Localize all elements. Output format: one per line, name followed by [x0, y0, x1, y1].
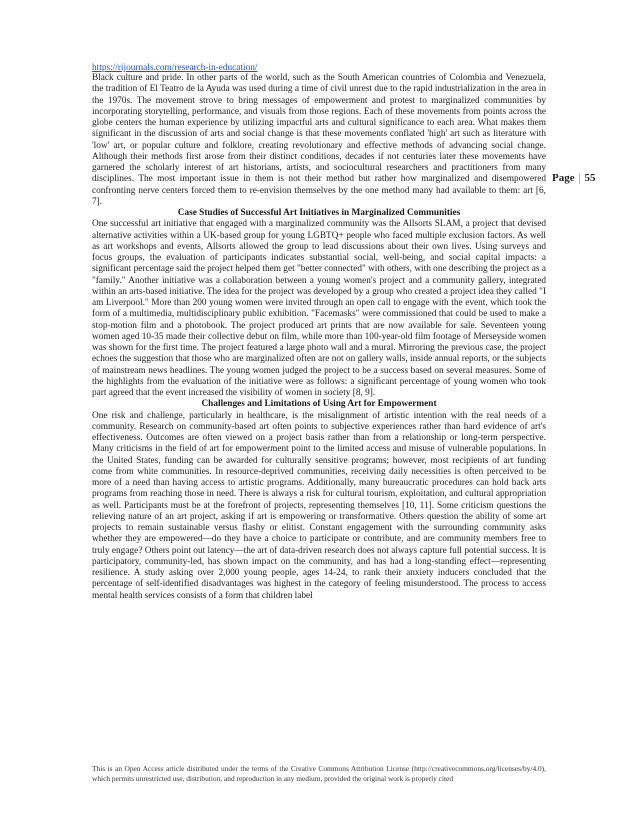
page-number: 55 [584, 172, 596, 184]
page-number-label [552, 172, 596, 184]
page-label-prefix: Page [552, 172, 575, 184]
license-footer: This is an Open Access article distributed under the terms of the Creative Commons Attribution License (http://creativecommons.org/licenses/by/4.0), which permits unrestricted use, distribution, and reproduction in any medium, provided the original work is properly cited [92, 764, 546, 783]
body-paragraph: One risk and challenge, particularly in healthcare, is the misalignment of artistic intention with the real needs of a community. Research on community-based art often points to subjective experiences rather than hard evidence of art's effectiveness. Outcomes are often viewed on a project basis rather than from a relationship or long-term perspective. Many criticisms in the field of art for empowerment point to the limited access and misuse of vulnerable populations. In the United States, funding can be awarded for culturally sensitive programs; however, most recipients of art funding come from white communities. In resource-deprived communities, receiving daily necessities is often perceived to be more of a need than having access to artistic programs. Additionally, many bureaucratic procedures can hold back arts programs from reaching those in need. There is always a risk for cultural tourism, exploitation, and cultural appropriation as well. Participants must be at the forefront of projects, representing themselves [10, 11]. Some criticism questions the relieving nature of an art project, asking if art is empowering or transformative. Others question the ability of some art projects to remain sustainable versus flashy or elitist. Constant engagement with the surrounding community asks whether they are empowered—do they have a choice to participate or contribute, and are community members free to truly engage? Others point out latency—the art of data-driven research does not always capture full potential success. It is participatory, community-led, has shown impact on the community, and has had a long-standing effect—representing resilience. A study asking over 2,000 young people, ages 14-24, to rank their anxiety inducers concluded that the percentage of self-identified disadvantages was highest in the category of feeling misunderstood. The process to access mental health services consists of a form that children label [92, 410, 546, 601]
journal-url-link[interactable]: https://rijournals.com/research-in-education/ [92, 63, 258, 73]
section-heading-case-studies: Case Studies of Successful Art Initiatives in Marginalized Communities [177, 208, 461, 218]
body-paragraph: One successful art initiative that engaged with a marginalized community was the Allsorts SLAM, a project that devised alternative activities within a UK-based group for young LGBTQ+ people who faced multiple exclusion factors. As well as art workshops and events, Allsorts allowed the group to lead discussions about their own lives. Using surveys and focus groups, the evaluation of participants indicates substantial social, well-being, and social capital impacts: a significant percentage said the project helped them get "better connected" with others, with one describing the project as a "family." Another initiative was a collaboration between a young women's project and a community gallery, integrated within an arts-based initiative. The idea for the project was developed by a group who created a project idea they called "I am Liverpool." More than 200 young women were invited through an open call to engage with the event, which took the form of a multimedia, multidisciplinary public exhibition. "Facemasks" were commissioned that could be used to make a stop-motion film and a photobook. The project produced art prints that are now available for sale. Seventeen young women aged 10-35 made their collective debut on film, while more than 100-year-old film footage of Merseyside women was shown for the first time. The project featured a large photo wall and a mural. Mirroring the previous case, the project echoes the suggestion that those who are marginalized often are not on gallery walls, inside annual reports, or the subjects of mainstream news headlines. The young women judged the project to be a success based on several measures. Some of the highlights from the evaluation of the initiative were as follows: a significant percentage of young women who took part agreed that the event increased the visibility of women in society [8, 9]. [92, 219, 546, 398]
section-heading-challenges: Challenges and Limitations of Using Art for Empowerment [201, 399, 437, 410]
body-paragraph: Black culture and pride. In other parts of the world, such as the South American countries of Colombia and Venezuela, the tradition of El Teatro de la Ayuda was used during a time of civil unrest due to the rapid industrialization in the area in the 1970s. The movement strove to bring messages of empowerment and protest to marginalized communities by incorporating storytelling, performance, and visuals from those regions. Each of these movements from points across the globe centers the human experience by utilizing impactful arts and cultural significance to each area. What makes them significant in the discussion of arts and social change is that these movements conflated 'high' art such as literature with 'low' art, or popular culture and folklore, creating revolutionary and effective methods of advancing social change. Although their methods first arose from their distinct conditions, decades if not centuries later these movements have garnered the scholarly interest of art historians, artists, and sociocultural researchers and practitioners from many disciplines. The most important issue in them is not their method but rather how marginalized and disempowered confronting nerve centers forced them to re-envision themselves by the one method many had available to them: art [6, 7]. [92, 73, 546, 207]
article-body [92, 73, 546, 602]
page-label-separator: | [578, 172, 581, 184]
